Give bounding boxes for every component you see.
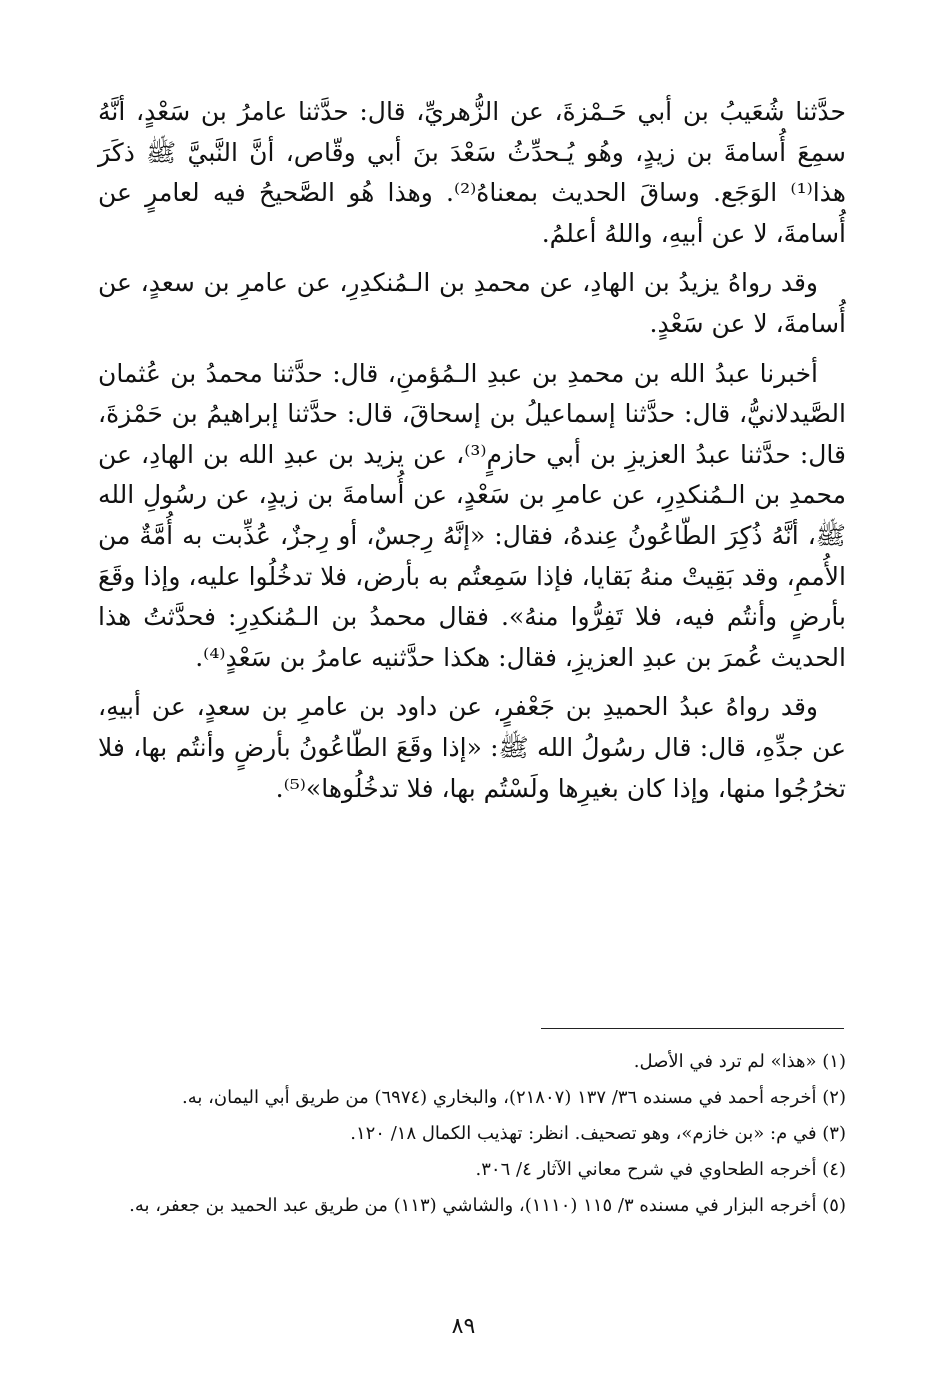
page-number: ٨٩ [451, 1314, 476, 1339]
footnotes [98, 1044, 846, 1224]
footnote-2: (٢) أخرجه أحمد في مسنده ٣٦/ ١٣٧ (٢١٨٠٧)، والبخاري (٦٩٧٤) من طريق أبي اليمان، به. [182, 1087, 846, 1108]
footnote-5: (٥) أخرجه البزار في مسنده ٣/ ١١٥ (١١١٠)، والشاشي (١١٣) من طريق عبد الحميد بن جعفر، به. [129, 1195, 846, 1216]
paragraph-3: أخبرنا عبدُ الله بن محمدِ بن عبدِ الـمُؤمنِ، قال: حدَّثنا محمدُ بن عُثمان الصَّيدلانيُّ، قال: حدَّثنا إسماعيلُ بن إسحاقَ، قال: حدَّثنا إبراهيمُ بن حَمْزةَ، قال: حدَّثنا عبدُ العزيزِ بن أبي حازمٍ⁽³⁾، عن يزيد بن عبدِ الله بن الهادِ، عن محمدِ بن الـمُنكدِرِ، عن عامرِ بن سَعْدٍ، عن أُسامةَ بن زيدٍ، عن رسُولِ الله ﷺ، أنَّهُ ذُكِرَ الطّاعُونُ عِندهُ، فقال: «إنَّهُ رِجسٌ، أو رِجزٌ، عُذِّبت به أُمَّةٌ من الأُممِ، وقد بَقِيتْ منهُ بَقايا، فإذا سَمِعتُم به بأرض، فلا تدخُلُوا عليه، وإذا وقَعَ بأرضٍ وأنتُم فيه، فلا تَفِرُّوا منهُ». فقال محمدُ بن الـمُنكدِرِ: فحدَّثتُ هذا الحديث عُمرَ بن عبدِ العزيزِ، فقال: هكذا حدَّثنيه عامرُ بن سَعْدٍ⁽⁴⁾. [98, 358, 846, 672]
footnote-3: (٣) في م: «بن خازم»، وهو تصحيف. انظر: تهذيب الكمال ١٨/ ١٢٠. [350, 1123, 846, 1144]
paragraph-1: حدَّثنا شُعَيبُ بن أبي حَـمْزةَ، عن الزُّهريِّ، قال: حدَّثنا عامرُ بن سَعْدٍ، أنَّهُ سمِعَ أُسامةَ بن زيدٍ، وهُو يُـحدِّثُ سَعْدَ بنَ أبي وقّاص، أنَّ النَّبيَّ ﷺ ذكَرَ هذا⁽¹⁾ الوَجَع. وساقَ الحديث بمعناهُ⁽²⁾. وهذا هُو الصَّحيحُ فيه لعامرٍ عن أُسامةَ، لا عن أبيهِ، واللهُ أعلمُ. [98, 97, 846, 248]
footnote-divider [541, 1028, 844, 1029]
footnote-4: (٤) أخرجه الطحاوي في شرح معاني الآثار ٤/ ٣٠٦. [475, 1159, 846, 1180]
paragraph-4: وقد رواهُ عبدُ الحميدِ بن جَعْفرٍ، عن داود بن عامرِ بن سعدٍ، عن أبيهِ، عن جدِّهِ، قال: قال رسُولُ الله ﷺ: «إذا وقَعَ الطّاعُونُ بأرضٍ وأنتُم بها، فلا تخرُجُوا منها، وإذا كان بغيرِها ولَسْتُم بها، فلا تدخُلُوها»⁽⁵⁾. [98, 692, 846, 803]
paragraph-2: وقد رواهُ يزيدُ بن الهادِ، عن محمدِ بن الـمُنكدِرِ، عن عامرِ بن سعدٍ، عن أُسامةَ، لا عن سَعْدٍ. [98, 268, 846, 338]
main-text [98, 92, 846, 818]
footnote-1: (١) «هذا» لم ترد في الأصل. [633, 1051, 846, 1072]
